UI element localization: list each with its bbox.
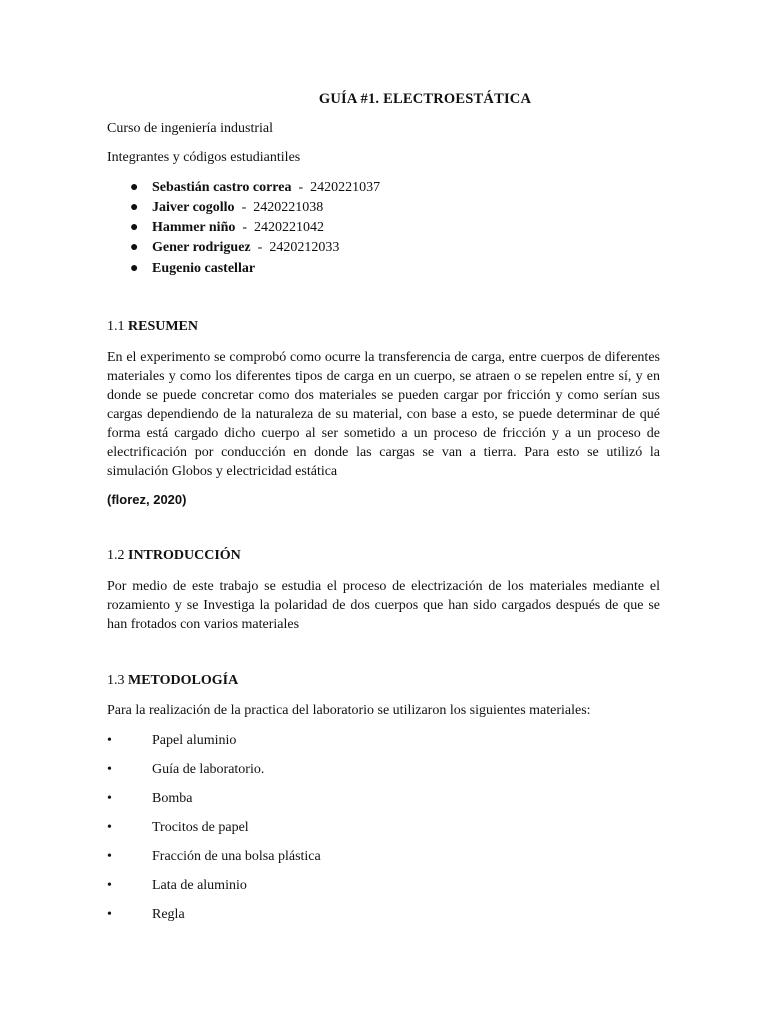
material-item — [107, 733, 236, 749]
bullet-icon: • — [107, 762, 112, 777]
material-label: Trocitos de papel — [152, 820, 249, 835]
member-name: Gener rodriguez — [152, 240, 251, 255]
bullet-icon: ● — [130, 261, 139, 276]
bullet-icon: • — [107, 820, 112, 835]
member-name: Jaiver cogollo — [152, 200, 235, 215]
member-code: 2420212033 — [269, 240, 340, 255]
material-label: Bomba — [152, 791, 193, 806]
material-item — [107, 907, 185, 923]
section-title: RESUMEN — [128, 319, 199, 334]
member-separator: - — [291, 180, 311, 195]
bullet-icon: • — [107, 907, 112, 922]
material-label: Fracción de una bolsa plástica — [152, 849, 321, 864]
member-separator: - — [234, 200, 254, 215]
section-metodologia-heading — [107, 673, 238, 689]
section-number: 1.3 — [107, 673, 128, 688]
member-item — [130, 200, 323, 216]
bullet-icon: • — [107, 849, 112, 864]
member-name: Eugenio castellar — [152, 261, 256, 276]
material-item — [107, 762, 264, 778]
member-code: 2420221038 — [253, 200, 324, 215]
bullet-icon: ● — [130, 200, 139, 215]
member-item — [130, 180, 380, 196]
member-item — [130, 240, 339, 256]
resumen-paragraph: En el experimento se comprobó como ocurre la transferencia de carga, entre cuerpos de diferentes materiales y como los diferentes tipos de carga en un cuerpo, se atraen o se repelen entre sí, y en donde se puede concretar como dos materiales se pueden cargar por fricción y como serían sus cargas dependiendo de la naturaleza de su material, con base a esto, se puede determinar de qué forma está cargado dicho cuerpo al ser sometido a un proceso de fricción y a un proceso de electrificación por conducción en donde las cargas se van a tierra. Para esto se utilizó la simulación Globos y electricidad estática — [107, 350, 660, 479]
bullet-icon: • — [107, 878, 112, 893]
material-item — [107, 849, 321, 865]
document-title: GUÍA #1. ELECTROESTÁTICA — [318, 91, 532, 107]
section-title: INTRODUCCIÓN — [128, 548, 241, 563]
section-introduccion-heading — [107, 548, 241, 564]
bullet-icon: • — [107, 733, 112, 748]
material-label: Guía de laboratorio. — [152, 762, 265, 777]
material-label: Lata de aluminio — [152, 878, 247, 893]
material-item — [107, 791, 192, 807]
member-name: Hammer niño — [152, 220, 236, 235]
section-resumen-heading — [107, 319, 198, 335]
member-separator: - — [250, 240, 270, 255]
bullet-icon: • — [107, 791, 112, 806]
member-code: 2420221042 — [254, 220, 325, 235]
section-number: 1.1 — [107, 319, 128, 334]
bullet-icon: ● — [130, 180, 139, 195]
material-label: Regla — [152, 907, 185, 922]
member-code: 2420221037 — [310, 180, 381, 195]
bullet-icon: ● — [130, 240, 139, 255]
material-item — [107, 820, 249, 836]
metodologia-intro: Para la realización de la practica del laboratorio se utilizaron los siguientes materiales: — [107, 703, 591, 718]
member-separator: - — [235, 220, 255, 235]
member-item — [130, 220, 324, 236]
citation: (florez, 2020) — [107, 492, 187, 507]
member-item — [130, 261, 255, 277]
material-label: Papel aluminio — [152, 733, 237, 748]
member-name: Sebastián castro correa — [152, 180, 292, 195]
section-title: METODOLOGÍA — [128, 673, 239, 688]
members-heading: Integrantes y códigos estudiantiles — [107, 150, 301, 165]
course-name: Curso de ingeniería industrial — [107, 121, 274, 136]
introduccion-paragraph: Por medio de este trabajo se estudia el proceso de electrización de los materiales mediante el rozamiento y se Investiga la polaridad de dos cuerpos que han sido cargados después de que se han frotados con varios materiales — [107, 579, 660, 632]
material-item — [107, 878, 247, 894]
bullet-icon: ● — [130, 220, 139, 235]
section-number: 1.2 — [107, 548, 128, 563]
